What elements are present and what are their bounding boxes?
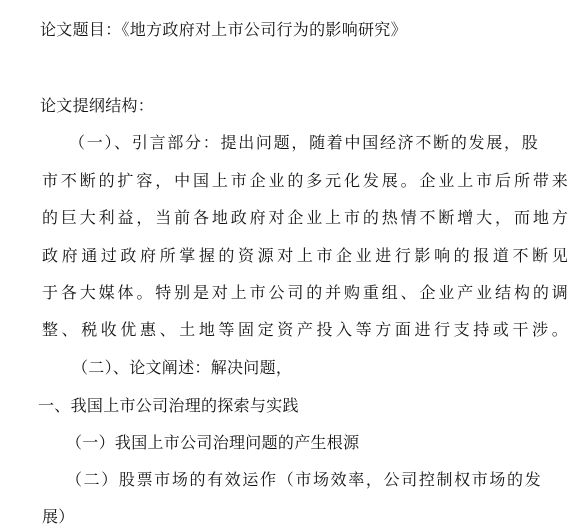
intro-line-3: 的巨大利益，当前各地政府对企业上市的热情不断增大，而地方 — [42, 208, 568, 227]
subsection-two-line-2: 展） — [42, 507, 75, 526]
subsection-two-line-1: （二）股票市场的有效运作（市场效率，公司控制权市场的发 — [66, 470, 541, 489]
paper-title: 论文题目：《地方政府对上市公司行为的影响研究》 — [40, 20, 407, 39]
outline-heading: 论文提纲结构： — [40, 96, 155, 115]
intro-line-2: 市不断的扩容，中国上市企业的多元化发展。企业上市后所带来 — [42, 171, 568, 190]
intro-line-6: 整、税收优惠、土地等固定资产投入等方面进行支持或干涉。 — [42, 320, 568, 339]
intro-line-5: 于各大媒体。特别是对上市公司的并购重组、企业产业结构的调 — [42, 283, 568, 302]
subsection-one: （一）我国上市公司治理问题的产生根源 — [66, 433, 360, 452]
intro-line-1: （一）、引言部分：提出问题，随着中国经济不断的发展，股 — [69, 133, 538, 152]
section-two-heading: （二）、论文阐述：解决问题， — [72, 358, 293, 377]
chapter-one-heading: 一、我国上市公司治理的探索与实践 — [38, 396, 299, 415]
intro-line-4: 政府通过政府所掌握的资源对上市企业进行影响的报道不断见 — [42, 246, 568, 265]
